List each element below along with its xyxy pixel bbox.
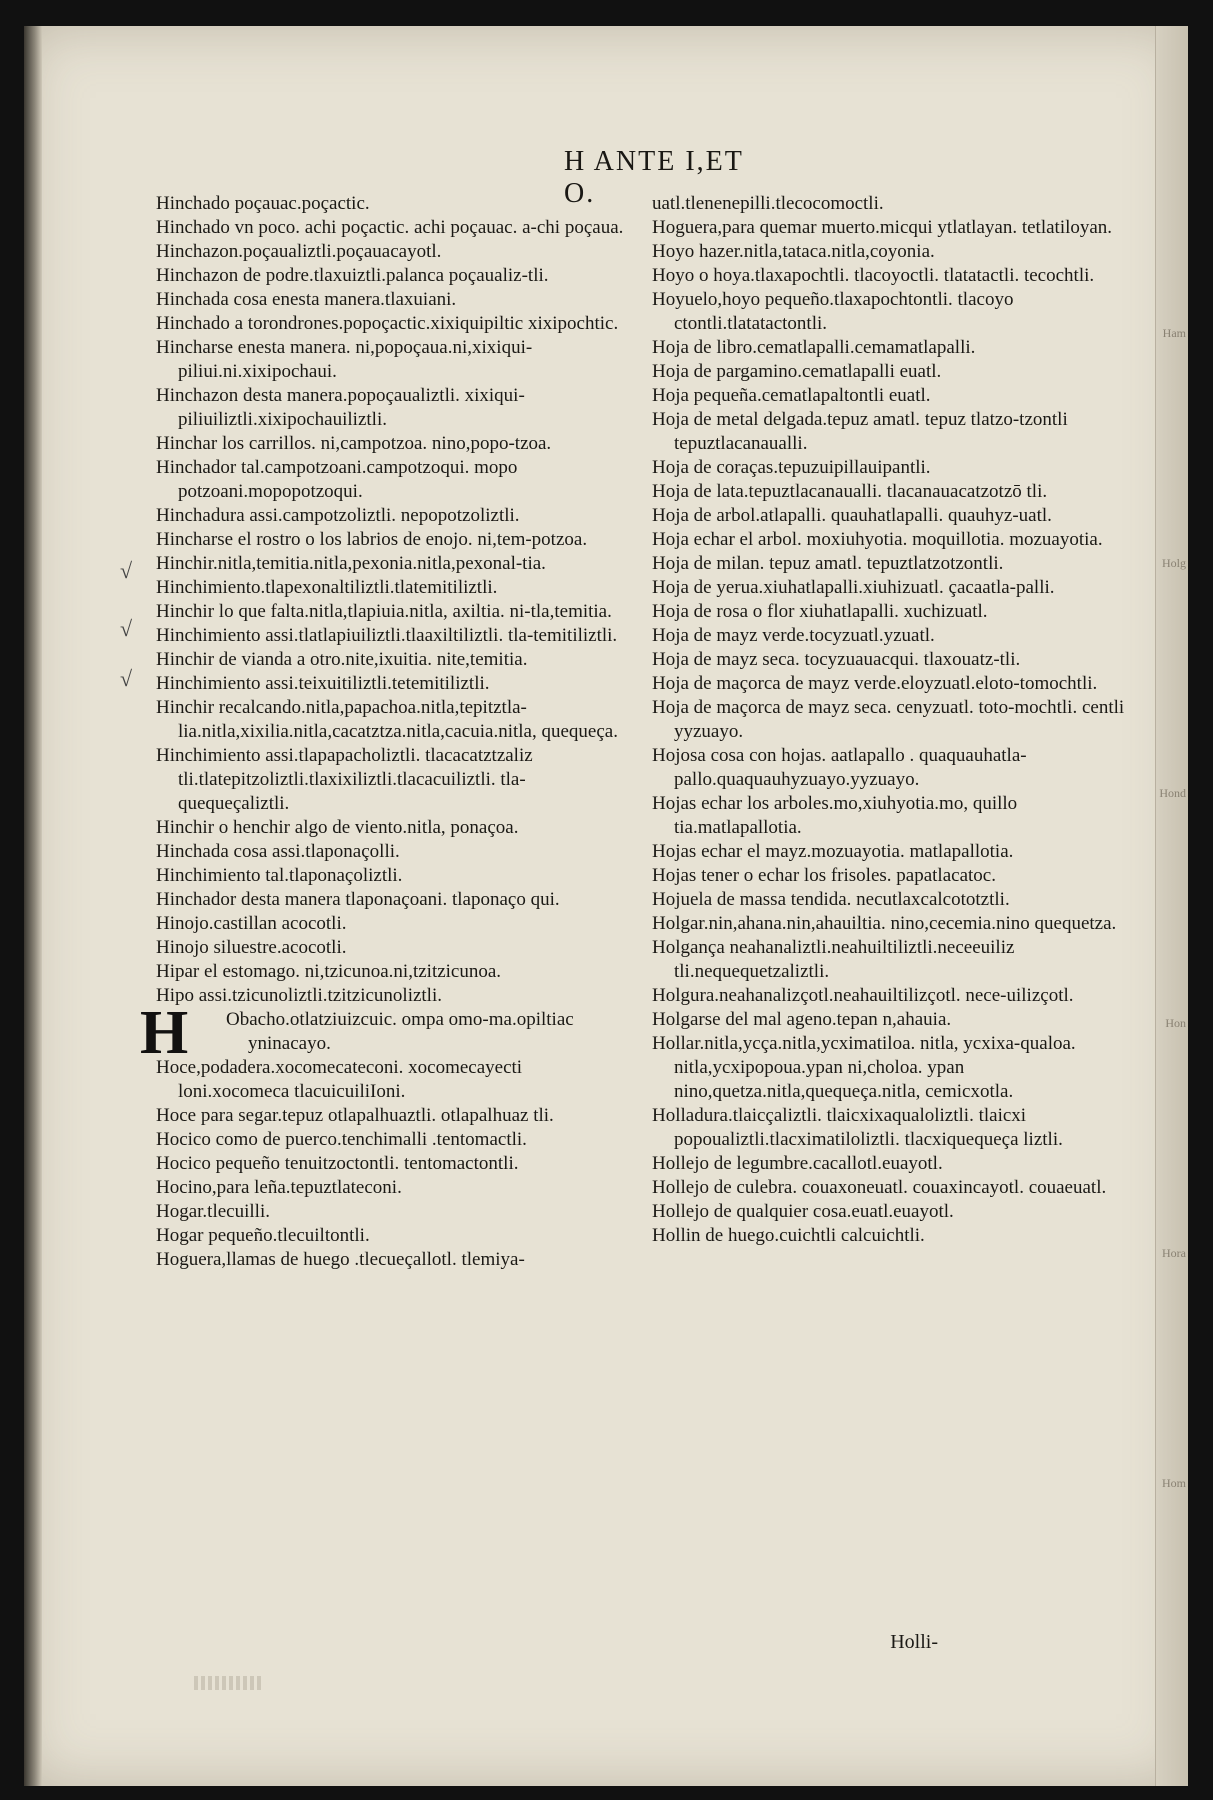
dictionary-entry: Hojas echar los arboles.mo,xiuhyotia.mo, quillo tia.matlapallotia. [652,793,1018,838]
dictionary-entry: Hoce,podadera.xocomecateconi. xocomecayecti loni.xocomeca tlacuicuiliIoni. [156,1057,523,1102]
dictionary-entry: Hoyo o hoya.tlaxapochtli. tlacoyoctli. tlatatactli. tecochtli. [652,265,1095,286]
dictionary-entry: Hipar el estomago. ni,tzicunoa.ni,tzitzicunoa. [156,961,502,982]
dictionary-entry: Hinchador desta manera tlaponaçoani. tlaponaço qui. [156,889,560,910]
dictionary-entry: Holgarse del mal ageno.tepan n,ahauia. [652,1009,952,1030]
dictionary-entry: Hoja de pargamino.cematlapalli euatl. [652,361,942,382]
dictionary-entry: Hoja de metal delgada.tepuz amatl. tepuz tlatzo-tzontli tepuztlacanaualli. [652,409,1068,454]
dictionary-entry: Hinchazon de podre.tlaxuiztli.palanca poçaualiz-tli. [156,265,549,286]
dictionary-entry: Hinchada cosa enesta manera.tlaxuiani. [156,289,457,310]
dictionary-entry: Hinchazon desta manera.popoçaualiztli. xixiqui-piliuiliztli.xixipochauiliztli. [156,385,525,430]
dictionary-entry: Hinchimiento assi.tlatlapiuiliztli.tlaaxiltiliztli. tla-temitiliztli. [156,625,618,646]
dictionary-entry: Hinchimiento.tlapexonaltiliztli.tlatemitiliztli. [156,577,498,598]
dictionary-entry: Hinchir recalcando.nitla,papachoa.nitla,tepitztla-lia.nitla,xixilia.nitla,cacatztza.nitla,cacuia.nitla, quequeça. [156,697,618,742]
dictionary-entry: Hinchimiento tal.tlaponaçoliztli. [156,865,403,886]
dictionary-entry: Hinchador tal.campotzoani.campotzoqui. mopo potzoani.mopopotzoqui. [156,457,518,502]
margin-mark: √ [120,558,133,583]
dictionary-entry: Hoyo hazer.nitla,tataca.nitla,coyonia. [652,241,935,262]
dictionary-entry: Hogar.tlecuilli. [156,1201,270,1222]
dictionary-entry: Hollejo de legumbre.cacallotl.euayotl. [652,1153,943,1174]
facing-page-text-stub: Ham [1162,326,1186,340]
dictionary-entry: Hollin de huego.cuichtli calcuichtli. [652,1225,925,1246]
dictionary-entry: Hincharse el rostro o los labrios de enojo. ni,tem-potzoa. [156,529,588,550]
facing-page-text-stub: Holg [1162,556,1186,570]
dictionary-entry: Hincharse enesta manera. ni,popoçaua.ni,xixiqui-piliui.ni.xixipochaui. [156,337,533,382]
dictionary-entry: Hoja de arbol.atlapalli. quauhatlapalli. quauhyz-uatl. [652,505,1052,526]
dictionary-entry: Holgar.nin,ahana.nin,ahauiltia. nino,cecemia.nino quequetza. [652,913,1117,934]
dictionary-entry: Hoja de rosa o flor xiuhatlapalli. xuchizuatl. [652,601,988,622]
dictionary-entry: Hojuela de massa tendida. necutlaxcalcototztli. [652,889,1010,910]
dictionary-entry: Hinchado vn poco. achi poçactic. achi poçauac. a-chi poçaua. [156,217,624,238]
dictionary-entry: Hinojo.castillan acocotli. [156,913,347,934]
dictionary-entry: Hinchado poçauac.poçactic. [156,193,370,214]
left-column [140,192,634,1272]
dictionary-entry: Holgança neahanaliztli.neahuiltiliztli.neceeuiliz tli.nequequetzaliztli. [652,937,1015,982]
dropcap-entry [140,999,634,1067]
entry-list-bottom [156,1056,634,1272]
dictionary-entry: Holgura.neahanalizçotl.neahauiltilizçotl. nece-uilizçotl. [652,985,1074,1006]
dictionary-entry: Hoja de lata.tepuztlacanaualli. tlacanauacatzotzō tli. [652,481,1048,502]
dictionary-entry: Hinchazon.poçaualiztli.poçauacayotl. [156,241,442,262]
dictionary-entry: uatl.tlenenepilli.tlecocomoctli. [652,193,884,214]
page-binding-edge [24,26,42,1786]
dictionary-entry: Hipo assi.tzicunoliztli.tzitzicunoliztli. [156,985,442,1006]
dictionary-entry: Hinchir.nitla,temitia.nitla,pexonia.nitla,pexonal-tia. [156,553,546,574]
entry-list-right [652,192,1128,1248]
book-page [24,26,1188,1786]
dictionary-entry: Hoja pequeña.cematlapaltontli euatl. [652,385,931,406]
dictionary-entry: Hojas echar el mayz.mozuayotia. matlapallotia. [652,841,1014,862]
dictionary-entry: Hojas tener o echar los frisoles. papatlacatoc. [652,865,996,886]
dictionary-entry: Hoja de libro.cematlapalli.cemamatlapalli. [652,337,976,358]
dictionary-entry: Hinchar los carrillos. ni,campotzoa. nino,popo-tzoa. [156,433,552,454]
drop-initial: H [140,999,189,1067]
margin-mark: √ [120,616,133,641]
dictionary-entry: Hinojo siluestre.acocotli. [156,937,347,958]
dictionary-entry: Hoguera,para quemar muerto.micqui ytlatlayan. tetlatiloyan. [652,217,1113,238]
dictionary-entry: Hinchir de vianda a otro.nite,ixuitia. nite,temitia. [156,649,528,670]
facing-page-text-stub: Hom [1162,1476,1186,1490]
dictionary-entry: Hinchir o henchir algo de viento.nitla, ponaçoa. [156,817,519,838]
dictionary-entry: Hoja de yerua.xiuhatlapalli.xiuhizuatl. çacaatla-palli. [652,577,1055,598]
dictionary-entry: Hoja echar el arbol. moxiuhyotia. moquillotia. mozuayotia. [652,529,1103,550]
dictionary-entry: Hollar.nitla,ycça.nitla,ycximatiloa. nitla, ycxixa-qualoa. nitla,ycxipopoua.ypan ni,choloa. ypan nino,quetza.nitla,quequeça.nitla, cemicxotla. [652,1033,1076,1102]
running-header: H ANTE I,ET O. [564,146,744,209]
dictionary-entry: Hoja de maçorca de mayz seca. cenyzuatl. toto-mochtli. centli yyzuayo. [652,697,1125,742]
dictionary-entry: Hojosa cosa con hojas. aatlapallo . quaquauhatla-pallo.quaquauhyzuayo.yyzuayo. [652,745,1027,790]
dictionary-entry: Hoja de mayz verde.tocyzuatl.yzuatl. [652,625,935,646]
dictionary-entry: Hinchado a torondrones.popoçactic.xixiquipiltic xixipochtic. [156,313,619,334]
dictionary-entry: Hoguera,llamas de huego .tlecueçallotl. tlemiya- [156,1249,525,1270]
facing-page-text-stub: Hond [1159,786,1186,800]
right-column [652,192,1128,1248]
entry-list-top [156,192,634,1008]
dictionary-entry: Hoja de milan. tepuz amatl. tepuztlatzotzontli. [652,553,1004,574]
dictionary-entry: Hocico pequeño tenuitzoctontli. tentomactontli. [156,1153,519,1174]
dictionary-entry: Hinchir lo que falta.nitla,tlapiuia.nitla, axiltia. ni-tla,temitia. [156,601,612,622]
dictionary-entry: Hoja de maçorca de mayz verde.eloyzuatl.eloto-tomochtli. [652,673,1098,694]
dictionary-entry: Hoyuelo,hoyo pequeño.tlaxapochtontli. tlacoyo ctontli.tlatatactontli. [652,289,1014,334]
dictionary-entry: Hollejo de culebra. couaxoneuatl. couaxincayotl. couaeuatl. [652,1177,1107,1198]
margin-mark: √ [120,666,133,691]
faint-ink-smudge [194,1676,264,1690]
dictionary-entry: Hinchimiento assi.tlapapacholiztli. tlacacatztzaliz tli.tlatepitzoliztli.tlaxixiliztli.tlacacuiliztli. tla-quequeçaliztli. [156,745,533,814]
dictionary-entry: Hogar pequeño.tlecuiltontli. [156,1225,370,1246]
catchword: Holli- [890,1631,938,1653]
facing-page-bleed [1155,26,1188,1786]
dictionary-entry: Hinchadura assi.campotzoliztli. nepopotzoliztli. [156,505,520,526]
dictionary-entry: Hollejo de qualquier cosa.euatl.euayotl. [652,1201,954,1222]
dictionary-entry: Hoce para segar.tepuz otlapalhuaztli. otlapalhuaz tli. [156,1105,554,1126]
dropcap-entry-text: Obacho.otlatziuizcuic. ompa omo-ma.opiltiac yninacayo. [226,1009,574,1054]
dictionary-entry: Hoja de coraças.tepuzuipillauipantli. [652,457,931,478]
dictionary-entry: Hinchimiento assi.teixuitiliztli.tetemitiliztli. [156,673,490,694]
facing-page-text-stub: Hora [1162,1246,1186,1260]
dictionary-entry: Hocino,para leña.tepuztlateconi. [156,1177,402,1198]
facing-page-text-stub: Hon [1165,1016,1186,1030]
dictionary-entry: Hoja de mayz seca. tocyzuauacqui. tlaxouatz-tli. [652,649,1021,670]
dictionary-entry: Hocico como de puerco.tenchimalli .tentomactli. [156,1129,527,1150]
dictionary-entry: Hinchada cosa assi.tlaponaçolli. [156,841,400,862]
dictionary-entry: Holladura.tlaicçaliztli. tlaicxixaqualoliztli. tlaicxi popoualiztli.tlacximatiloliztli. tlacxiquequeça liztli. [652,1105,1063,1150]
